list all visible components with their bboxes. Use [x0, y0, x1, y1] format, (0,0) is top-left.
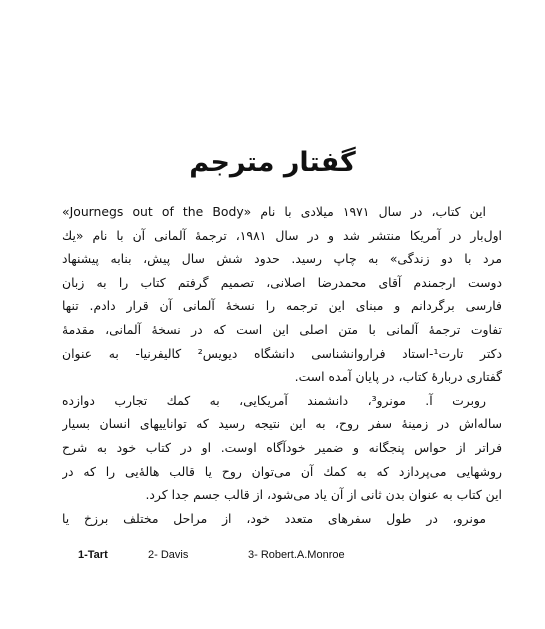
page-title: گفتار مترجم [189, 147, 356, 178]
text-line [62, 200, 502, 224]
text-line: اول‌بار در آمریکا منتشر شد و در سال ۱۹۸۱، ترجمهٔ آلمانی آن با نام «یك [62, 227, 502, 243]
text-line: دکتر تارت¹-استاد فراروانشناسی دانشگاه دیویس² کالیفرنیا- به عنوان [62, 345, 502, 361]
text-line: گفتاری دربارهٔ کتاب، در پایان آمده است. [294, 369, 502, 385]
line-2-1: روبرت آ. مونرو³، دانشمند آمریکایی، به کمك تجارب دوازده [62, 392, 486, 408]
text-line: فارسی برگردانم و مبنای این ترجمه را نسخهٔ آلمانی آن قرار دادم. تنها [62, 298, 502, 314]
paragraph-3 [62, 507, 502, 531]
text-line: تفاوت ترجمهٔ آلمانی با متن اصلی این است که در نسخهٔ آلمانی، مقدمهٔ [62, 321, 502, 337]
line-1-1: این کتاب، در سال ۱۹۷۱ میلادی با نام «Journegs out of the Body» [62, 204, 486, 219]
footnote-2: 2- Davis [148, 549, 189, 561]
body-text [62, 200, 502, 530]
paragraph-1 [62, 200, 502, 389]
text-line [62, 507, 502, 531]
text-line: فراتر از حواس پنجگانه و ضمیر خودآگاه اوست. او در کتاب خود به شرح [62, 439, 502, 455]
text-line: مرد با دو زندگی» به چاپ رسید. حدود شش سال پیش، بنابه پیشنهاد [62, 251, 502, 267]
footnote-3: 3- Robert.A.Monroe [248, 549, 345, 561]
line-3-1: مونرو، در طول سفرهای متعدد خود، از مراحل مختلف برزخ یا [62, 510, 486, 526]
text-line: دوست ارجمندم آقای محمدرضا اصلانی، تصمیم گرفتم کتاب را به زبان [62, 274, 502, 290]
text-line: این کتاب به عنوان بدن ثانی از آن یاد می‌شود، از قالب جسم جدا کرد. [145, 487, 502, 503]
footnote-1: 1-Tart [78, 549, 108, 561]
text-line: ساله‌اش در زمینهٔ سفر روح، به این نتیجه رسید که تواناییهای انسان بسیار [62, 416, 502, 432]
text-line [62, 389, 502, 413]
paragraph-2 [62, 389, 502, 507]
text-line: روشهایی می‌پردازد که به کمك آن می‌توان روح یا قالب هالهٔ‌یی را که در [62, 463, 502, 479]
